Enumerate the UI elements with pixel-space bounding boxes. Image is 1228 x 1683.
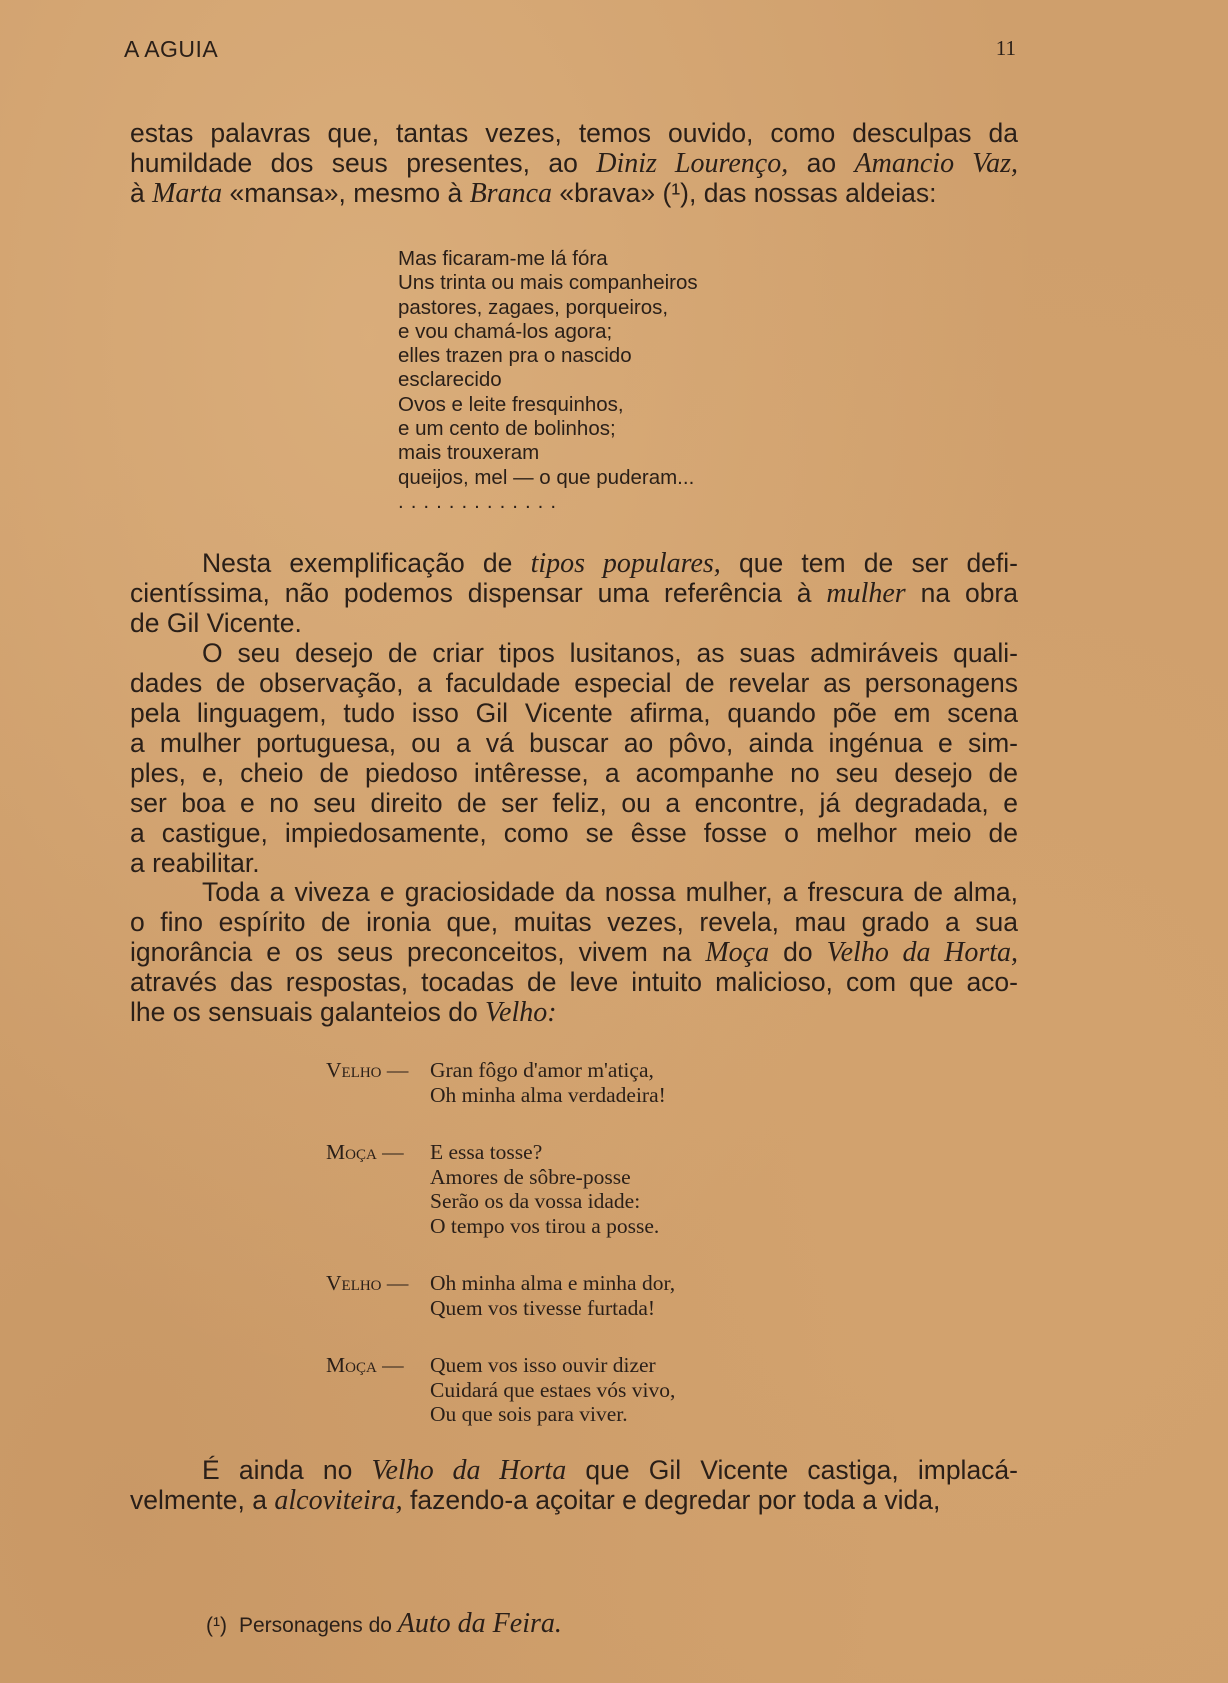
speaker-label: Moça [326, 1140, 377, 1164]
text-line [130, 997, 1018, 1027]
dialogue-continuation: Cuidará que estaes vós vivo, [430, 1377, 676, 1402]
dialogue-text: E essa tosse? [430, 1140, 543, 1164]
dialogue-line [326, 1140, 675, 1165]
text-run: Personagens do [238, 1614, 398, 1637]
italic-text: Amancio Vaz, [854, 148, 1019, 179]
speaker-name [326, 1271, 430, 1296]
text-run: velmente, a [130, 1485, 275, 1515]
verse-line: pastores, zagaes, porqueiros, [398, 295, 669, 319]
dash: — [381, 1058, 409, 1082]
speaker-label: Velho [326, 1058, 382, 1082]
text-run: ao [788, 148, 855, 178]
speaker-name [326, 1058, 430, 1083]
verse-line: elles trazen pra o nascido [398, 344, 632, 368]
text-line [130, 118, 1018, 148]
dialogue-continuation: O tempo vos tirou a posse. [430, 1213, 660, 1238]
footnote-mark: (¹) [206, 1614, 227, 1637]
dash: — [376, 1140, 404, 1164]
italic-text: Moça [705, 937, 770, 968]
verse-line: e vou chamá-los agora; [398, 319, 613, 343]
text-line [130, 1485, 1018, 1515]
italic-text: Auto da Feira. [397, 1608, 562, 1639]
verse-block [398, 247, 698, 514]
text-run: o fino espírito de ironia que, muitas vezes, revela, mau grado a sua [130, 907, 1018, 937]
paragraph-alcoviteira [130, 1455, 1018, 1515]
paragraph-intro [130, 118, 1018, 208]
text-run: à [130, 178, 153, 208]
text-run: que tem de ser defi- [720, 548, 1018, 578]
dialogue-exchange [326, 1058, 675, 1107]
text-line [130, 148, 1018, 178]
verse-ellipsis: ............. [398, 489, 564, 513]
text-line: ser boa e no seu direito de ser feliz, ou a encontre, já degradada, e [130, 788, 1018, 818]
italic-text: Velho da Horta, [826, 937, 1019, 968]
italic-text: mulher [826, 578, 906, 609]
text-line: a reabilitar. [130, 848, 260, 878]
footnote-text [238, 1608, 562, 1639]
speaker-label: Moça [326, 1353, 377, 1377]
text-run: de Gil Vicente. [130, 608, 302, 638]
dialogue-exchange [326, 1140, 675, 1238]
dialogue-text: Quem vos isso ouvir dizer [430, 1353, 656, 1377]
text-run: na obra [905, 578, 1018, 608]
text-run: que Gil Vicente castiga, implacá- [566, 1455, 1018, 1485]
text-run: através das respostas, tocadas de leve intuito malicioso, com que aco- [130, 967, 1018, 997]
text-run: ignorância e os seus preconceitos, vivem na [130, 937, 706, 967]
text-line [130, 548, 1018, 578]
text-line [130, 1455, 1018, 1485]
italic-text: alcoviteira, [274, 1485, 403, 1516]
text-run: Nesta exemplificação de [202, 548, 531, 578]
verse-line: esclarecido [398, 368, 502, 392]
text-line: a castigue, impiedosamente, como se êsse fosse o melhor meio de [130, 818, 1018, 848]
dash: — [381, 1271, 409, 1295]
text-run: É ainda no [202, 1455, 372, 1485]
dialogue-continuation: Quem vos tivesse furtada! [430, 1295, 656, 1320]
dialogue-block [326, 1058, 675, 1460]
text-line: pela linguagem, tudo isso Gil Vicente afirma, quando põe em scena [130, 698, 1018, 728]
italic-text: Velho da Horta [371, 1455, 567, 1486]
footnote [206, 1608, 562, 1640]
dash: — [376, 1353, 404, 1377]
italic-text: Branca [469, 178, 552, 209]
text-line [130, 178, 1018, 208]
text-line: dades de observação, a faculdade especial de revelar as personagens [130, 668, 1018, 698]
text-line [130, 937, 1018, 967]
speaker-name [326, 1140, 430, 1165]
speaker-name [326, 1353, 430, 1378]
text-line [130, 578, 1018, 608]
dialogue-continuation: Amores de sôbre-posse [430, 1164, 631, 1189]
dialogue-exchange [326, 1353, 675, 1427]
text-run: humildade dos seus presentes, ao [130, 148, 597, 178]
text-run: fazendo-a açoitar e degredar por toda a vida, [402, 1485, 941, 1515]
text-run: do [769, 937, 827, 967]
italic-text: tipos populares, [530, 548, 721, 579]
verse-line: e um cento de bolinhos; [398, 417, 616, 441]
running-title: A AGUIA [124, 36, 219, 62]
text-line [130, 907, 1018, 937]
text-run: Toda a viveza e graciosidade da nossa mulher, a frescura de alma, [202, 877, 1018, 907]
text-line: ples, e, cheio de piedoso intêresse, a acompanhe no seu desejo de [130, 758, 1018, 788]
dialogue-line [326, 1353, 675, 1378]
verse-line: Ovos e leite fresquinhos, [398, 392, 624, 416]
dialogue-exchange [326, 1271, 675, 1320]
page-header [124, 36, 1016, 70]
text-line: a mulher portuguesa, ou a vá buscar ao pôvo, ainda ingénua e sim- [130, 728, 1018, 758]
text-run: «mansa», mesmo à [222, 178, 470, 208]
page-number: 11 [995, 36, 1016, 60]
text-line [130, 608, 1018, 638]
dialogue-line [326, 1058, 675, 1083]
speaker-label: Velho [326, 1271, 382, 1295]
paragraph-tipos-lusitanos [130, 638, 1018, 878]
italic-text: Diniz Lourenço, [596, 148, 789, 179]
text-line: O seu desejo de criar tipos lusitanos, as suas admiráveis quali- [202, 638, 1018, 668]
verse-line: Mas ficaram-me lá fóra [398, 247, 608, 270]
text-run: estas palavras que, tantas vezes, temos ouvido, como desculpas da [130, 118, 1018, 148]
verse-line: queijos, mel — o que puderam... [398, 465, 695, 489]
italic-text: Velho: [485, 997, 557, 1028]
text-run: cientíssima, não podemos dispensar uma referência à [130, 578, 827, 608]
text-run: lhe os sensuais galanteios do [130, 997, 486, 1027]
dialogue-continuation: Ou que sois para viver. [430, 1402, 628, 1426]
text-line [130, 877, 1018, 907]
dialogue-continuation: Oh minha alma verdadeira! [430, 1082, 666, 1107]
text-line [130, 967, 1018, 997]
dialogue-line [326, 1271, 675, 1296]
dialogue-continuation: Serão os da vossa idade: [430, 1189, 641, 1213]
verse-line: mais trouxeram [398, 441, 540, 465]
paragraph-moca [130, 877, 1018, 1027]
dialogue-text: Gran fôgo d'amor m'atiça, [430, 1058, 654, 1082]
paragraph-tipos-populares [130, 548, 1018, 638]
dialogue-text: Oh minha alma e minha dor, [430, 1271, 676, 1295]
text-run: «brava» (¹), das nossas aldeias: [552, 178, 937, 208]
verse-line: Uns trinta ou mais companheiros [398, 271, 698, 295]
italic-text: Marta [152, 178, 223, 209]
